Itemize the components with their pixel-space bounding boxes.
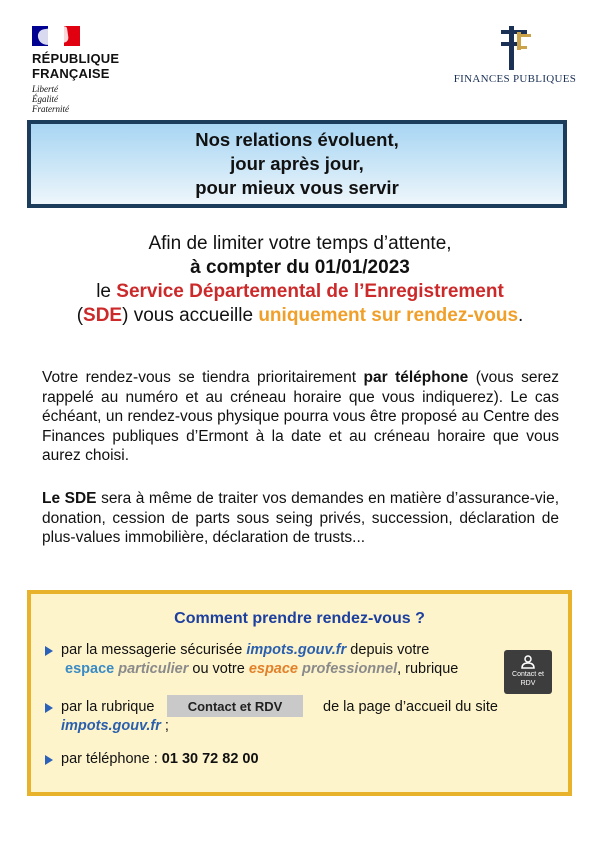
professionnel-word: professionnel	[302, 661, 398, 677]
impots-site-link-2[interactable]: impots.gouv.fr	[61, 718, 161, 734]
intro-line3	[30, 280, 570, 304]
motto-liberte: Liberté	[32, 84, 58, 94]
paragraph2-bold: Le SDE	[42, 490, 97, 507]
espace-word-1: espace	[65, 661, 115, 677]
paragraph1-text-b: (vous serez rappelé au numéro et au créneau horaire que vous indiquerez). Le cas échéant, un rendez-vous physique pourra vous être proposé au Centre des Finances publiques d’Ermont à la date et au créneau horaire que vous aurez choisi.	[42, 369, 559, 464]
paragraph1-bold: par téléphone	[363, 369, 469, 386]
intro-line4-open: (	[76, 305, 84, 326]
appointment-only-text: uniquement sur rendez-vous	[258, 305, 519, 326]
paragraph-sde-scope	[42, 489, 559, 548]
rdv-item1-line2	[61, 660, 458, 679]
espace-word-2: espace	[248, 661, 298, 677]
paragraph-telephone	[42, 368, 559, 466]
intro-line3-prefix: le	[96, 281, 117, 302]
item1-prefix: par la messagerie sécurisée	[61, 642, 247, 658]
motto-egalite: Égalité	[32, 94, 58, 104]
title-box	[27, 120, 567, 208]
republique-name	[32, 51, 152, 81]
impots-site-link[interactable]: impots.gouv.fr	[246, 642, 347, 658]
intro-text	[30, 232, 570, 328]
motto-fraternite: Fraternité	[32, 104, 69, 114]
rdv-item1-line1	[61, 641, 429, 660]
marianne-flag-icon	[32, 26, 80, 46]
republique-motto	[32, 84, 152, 114]
republique-francaise-logo	[32, 26, 152, 114]
rdv-title: Comment prendre rendez-vous ?	[174, 610, 425, 627]
intro-date-line: à compter du 01/01/2023	[190, 257, 410, 278]
intro-line1: Afin de limiter votre temps d’attente,	[148, 233, 452, 254]
users-icon	[519, 655, 537, 669]
finances-publiques-logo	[450, 26, 580, 85]
item2-suffix: de la page d’accueil du site	[323, 699, 498, 715]
contact-icon-line1: Contact et	[512, 671, 544, 678]
bullet-triangle-icon	[45, 755, 53, 765]
rdv-item2-line2	[61, 717, 169, 736]
title-line3: pour mieux vous servir	[195, 177, 399, 198]
republique-line2: FRANÇAISE	[32, 66, 110, 81]
intro-line4-end: .	[518, 305, 524, 326]
intro-line4	[30, 304, 570, 328]
item3-prefix: par téléphone :	[61, 751, 162, 767]
bullet-triangle-icon	[45, 703, 53, 713]
sde-acronym: SDE	[83, 305, 123, 326]
paragraph1-text-a: Votre rendez-vous se tiendra prioritairement	[42, 369, 364, 386]
title-line2: jour après jour,	[230, 153, 364, 174]
contact-rdv-button[interactable]: Contact et RDV	[167, 695, 303, 717]
item2-end: ;	[160, 718, 169, 734]
rdv-box	[27, 590, 572, 796]
contact-icon-line2: RDV	[520, 680, 536, 687]
finances-publiques-emblem-icon	[495, 26, 535, 70]
item1-rubrique: , rubrique	[397, 661, 459, 677]
contact-rdv-icon-tile[interactable]	[504, 650, 552, 694]
particulier-word: particulier	[118, 661, 189, 677]
finances-publiques-label: FINANCES PUBLIQUES	[453, 73, 577, 85]
item1-suffix: depuis votre	[346, 642, 430, 658]
paragraph2-text: sera à même de traiter vos demandes en matière d’assurance-vie, donation, cession de parts sous seing privés, succession, déclaration de plus-values immobilière, déclaration de trusts...	[42, 490, 559, 546]
rdv-item3-line	[61, 750, 259, 769]
item1-or-votre: ou votre	[188, 661, 249, 677]
bullet-triangle-icon	[45, 646, 53, 656]
service-name: Service Départemental de l’Enregistrement	[116, 281, 504, 302]
republique-line1: RÉPUBLIQUE	[32, 51, 120, 66]
phone-number[interactable]: 01 30 72 82 00	[161, 751, 259, 767]
title-line1: Nos relations évoluent,	[195, 129, 399, 150]
intro-line4-middle: ) vous accueille	[122, 305, 259, 326]
item2-prefix: par la rubrique	[61, 699, 155, 715]
